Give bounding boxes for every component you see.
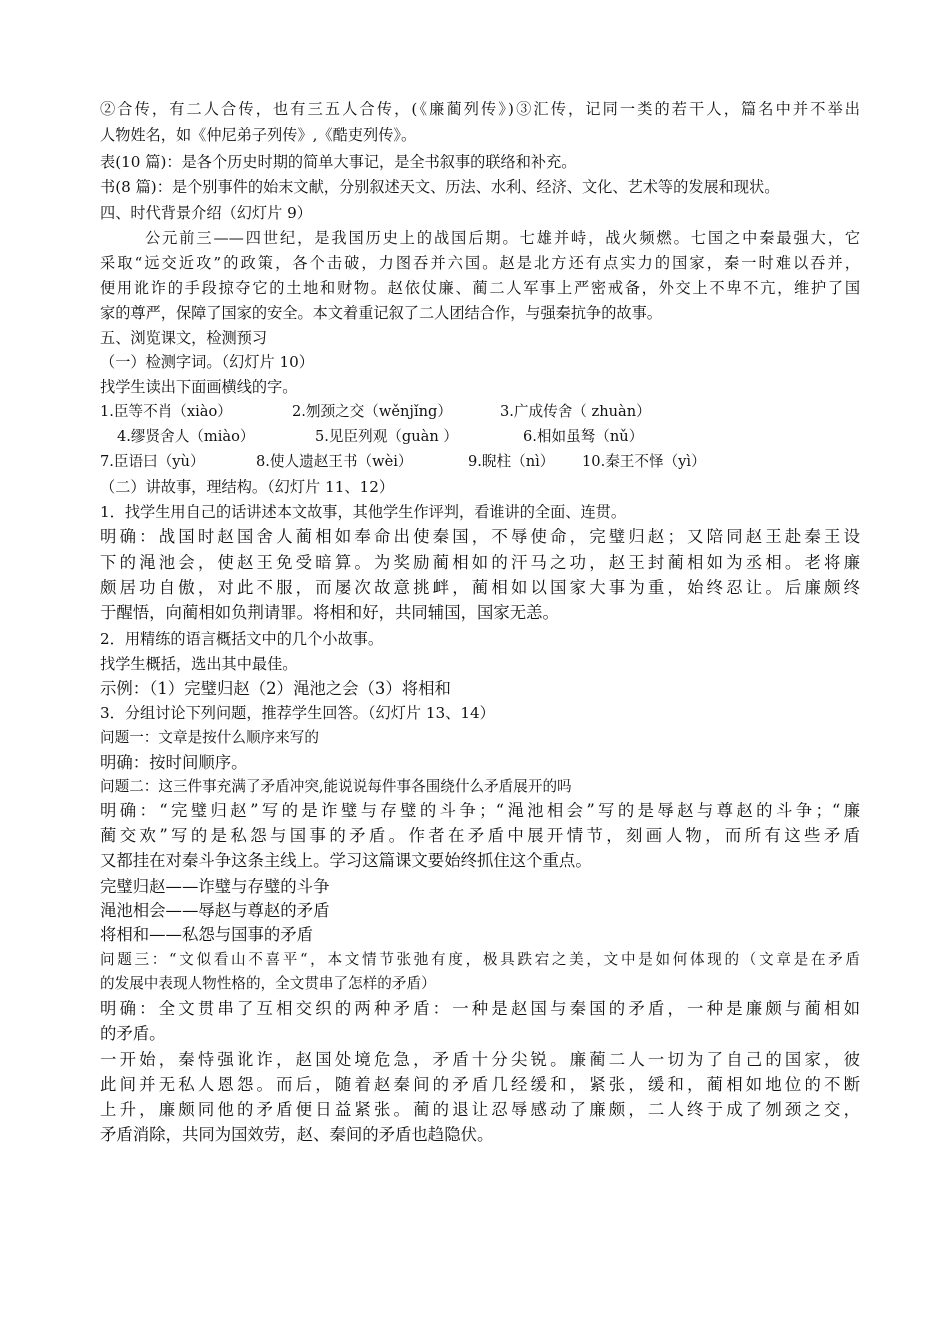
text-line: 将相和——私怨与国事的矛盾	[100, 925, 314, 944]
text-line: 1．找学生用自己的话讲述本文故事，其他学生作评判，看谁讲的全面、连贯。	[100, 503, 627, 521]
vocab-item: 1.臣等不肖（xiào）	[100, 403, 232, 420]
text-line: 便用讹诈的手段掠夺它的土地和财物。赵依仗廉、蔺二人军事上严密戒备，外交上不卑不亢，维护了国	[100, 279, 860, 297]
vocab-item: 6.相如虽驽（nǔ）	[523, 428, 644, 445]
question-line: 的发展中表现人物性格的，全文贯串了怎样的矛盾）	[100, 975, 436, 992]
text-line: ②合传，有二人合传，也有三五人合传，(《廉蔺列传》)③汇传，记同一类的若干人，篇名中并不举出	[100, 100, 860, 118]
text-line: 完璧归赵——诈璧与存璧的斗争	[100, 877, 330, 896]
question-line: 问题一：文章是按什么顺序来写的	[100, 729, 319, 746]
text-line: 找学生读出下面画横线的字。	[100, 378, 298, 396]
text-line: 人物姓名，如《仲尼弟子列传》,《酷吏列传》。	[100, 126, 417, 144]
text-line: 表(10 篇)：是各个历史时期的简单大事记，是全书叙事的联络和补充。	[100, 153, 577, 171]
text-line: 渑池相会——辱赵与尊赵的矛盾	[100, 901, 330, 920]
text-line: 公元前三——四世纪，是我国历史上的战国后期。七雄并峙，战火频燃。七国之中秦最强大，它	[145, 229, 860, 247]
text-line: 采取“远交近攻”的政策，各个击破，力图吞并六国。赵是北方还有点实力的国家，秦一时难以吞并，	[100, 254, 860, 272]
text-line: 下的渑池会，使赵王免受暗算。为奖励蔺相如的汗马之功，赵王封蔺相如为丞相。老将廉	[100, 553, 860, 572]
text-line: 2．用精练的语言概括文中的几个小故事。	[100, 630, 384, 648]
vocab-row	[100, 455, 860, 475]
text-line: 又都挂在对秦斗争这条主线上。学习这篇课文要始终抓住这个重点。	[100, 851, 592, 870]
vocab-item: 2.刎颈之交（wěnjǐng）	[292, 403, 452, 420]
section-heading: 四、时代背景介绍（幻灯片 9）	[100, 204, 312, 222]
text-line: 矛盾消除，共同为国效劳，赵、秦间的矛盾也趋隐伏。	[100, 1125, 494, 1144]
section-heading: 五、浏览课文，检测预习	[100, 329, 268, 347]
vocab-item: 5.见臣列观（guàn ）	[315, 428, 458, 445]
vocab-row	[100, 430, 860, 450]
text-line: 找学生概括，选出其中最佳。	[100, 655, 298, 673]
text-line: 颇居功自傲，对此不服，而屡次故意挑衅，蔺相如以国家大事为重，始终忍让。后廉颇终	[100, 578, 860, 597]
text-line: 书(8 篇)：是个别事件的始末文献，分别叙述天文、历法、水利、经济、文化、艺术等的发展和现状。	[100, 178, 780, 196]
vocab-item: 3.广成传舍（ zhuàn）	[500, 403, 651, 420]
vocab-item: 8.使人遗赵王书（wèi）	[256, 453, 413, 470]
text-line: 明确：“完璧归赵”写的是诈璧与存璧的斗争；“渑池相会”写的是辱赵与尊赵的斗争；“廉	[100, 801, 860, 820]
vocab-row	[100, 405, 860, 425]
vocab-item: 10.秦王不怿（yì）	[582, 453, 706, 470]
text-line: 一开始，秦恃强讹诈，赵国处境危急，矛盾十分尖锐。廉蔺二人一切为了自己的国家，彼	[100, 1050, 860, 1069]
text-line: 蔺交欢”写的是私怨与国事的矛盾。作者在矛盾中展开情节，刻画人物，而所有这些矛盾	[100, 826, 860, 845]
text-line: 上升，廉颇同他的矛盾便日益紧张。蔺的退让忍辱感动了廉颇，二人终于成了刎颈之交，	[100, 1100, 860, 1119]
subsection-heading: （二）讲故事，理结构。（幻灯片 11、12）	[100, 478, 395, 496]
vocab-item: 4.缪贤舍人（miào）	[117, 428, 255, 445]
question-line: 问题三：“文似看山不喜平“，本文情节张弛有度，极具跌宕之美，文中是如何体现的（文章是在矛盾	[100, 951, 860, 968]
text-line: 明确：按时间顺序。	[100, 753, 248, 772]
text-line: 的矛盾。	[100, 1024, 166, 1043]
subsection-heading: （一）检测字词。（幻灯片 10）	[100, 353, 314, 371]
text-line: 家的尊严，保障了国家的安全。本文着重记叙了二人团结合作，与强秦抗争的故事。	[100, 304, 662, 322]
text-line: 3．分组讨论下列问题，推荐学生回答。（幻灯片 13、14）	[100, 704, 495, 722]
vocab-item: 7.臣语曰（yù）	[100, 453, 205, 470]
question-line: 问题二：这三件事充满了矛盾冲突,能说说每件事各围绕什么矛盾展开的吗	[100, 778, 572, 795]
text-line: 明确：战国时赵国舍人蔺相如奉命出使秦国，不辱使命，完璧归赵；又陪同赵王赴秦王设	[100, 527, 860, 546]
vocab-item: 9.睨柱（nì）	[468, 453, 555, 470]
text-line: 示例：（1）完璧归赵（2）渑池之会（3）将相和	[100, 679, 451, 698]
text-line: 于醒悟，向蔺相如负荆请罪。将相和好，共同辅国，国家无恙。	[100, 603, 559, 622]
text-line: 明确：全文贯串了互相交织的两种矛盾：一种是赵国与秦国的矛盾，一种是廉颇与蔺相如	[100, 999, 860, 1018]
text-line: 此间并无私人恩怨。而后，随着赵秦间的矛盾几经缓和，紧张，缓和，蔺相如地位的不断	[100, 1075, 860, 1094]
